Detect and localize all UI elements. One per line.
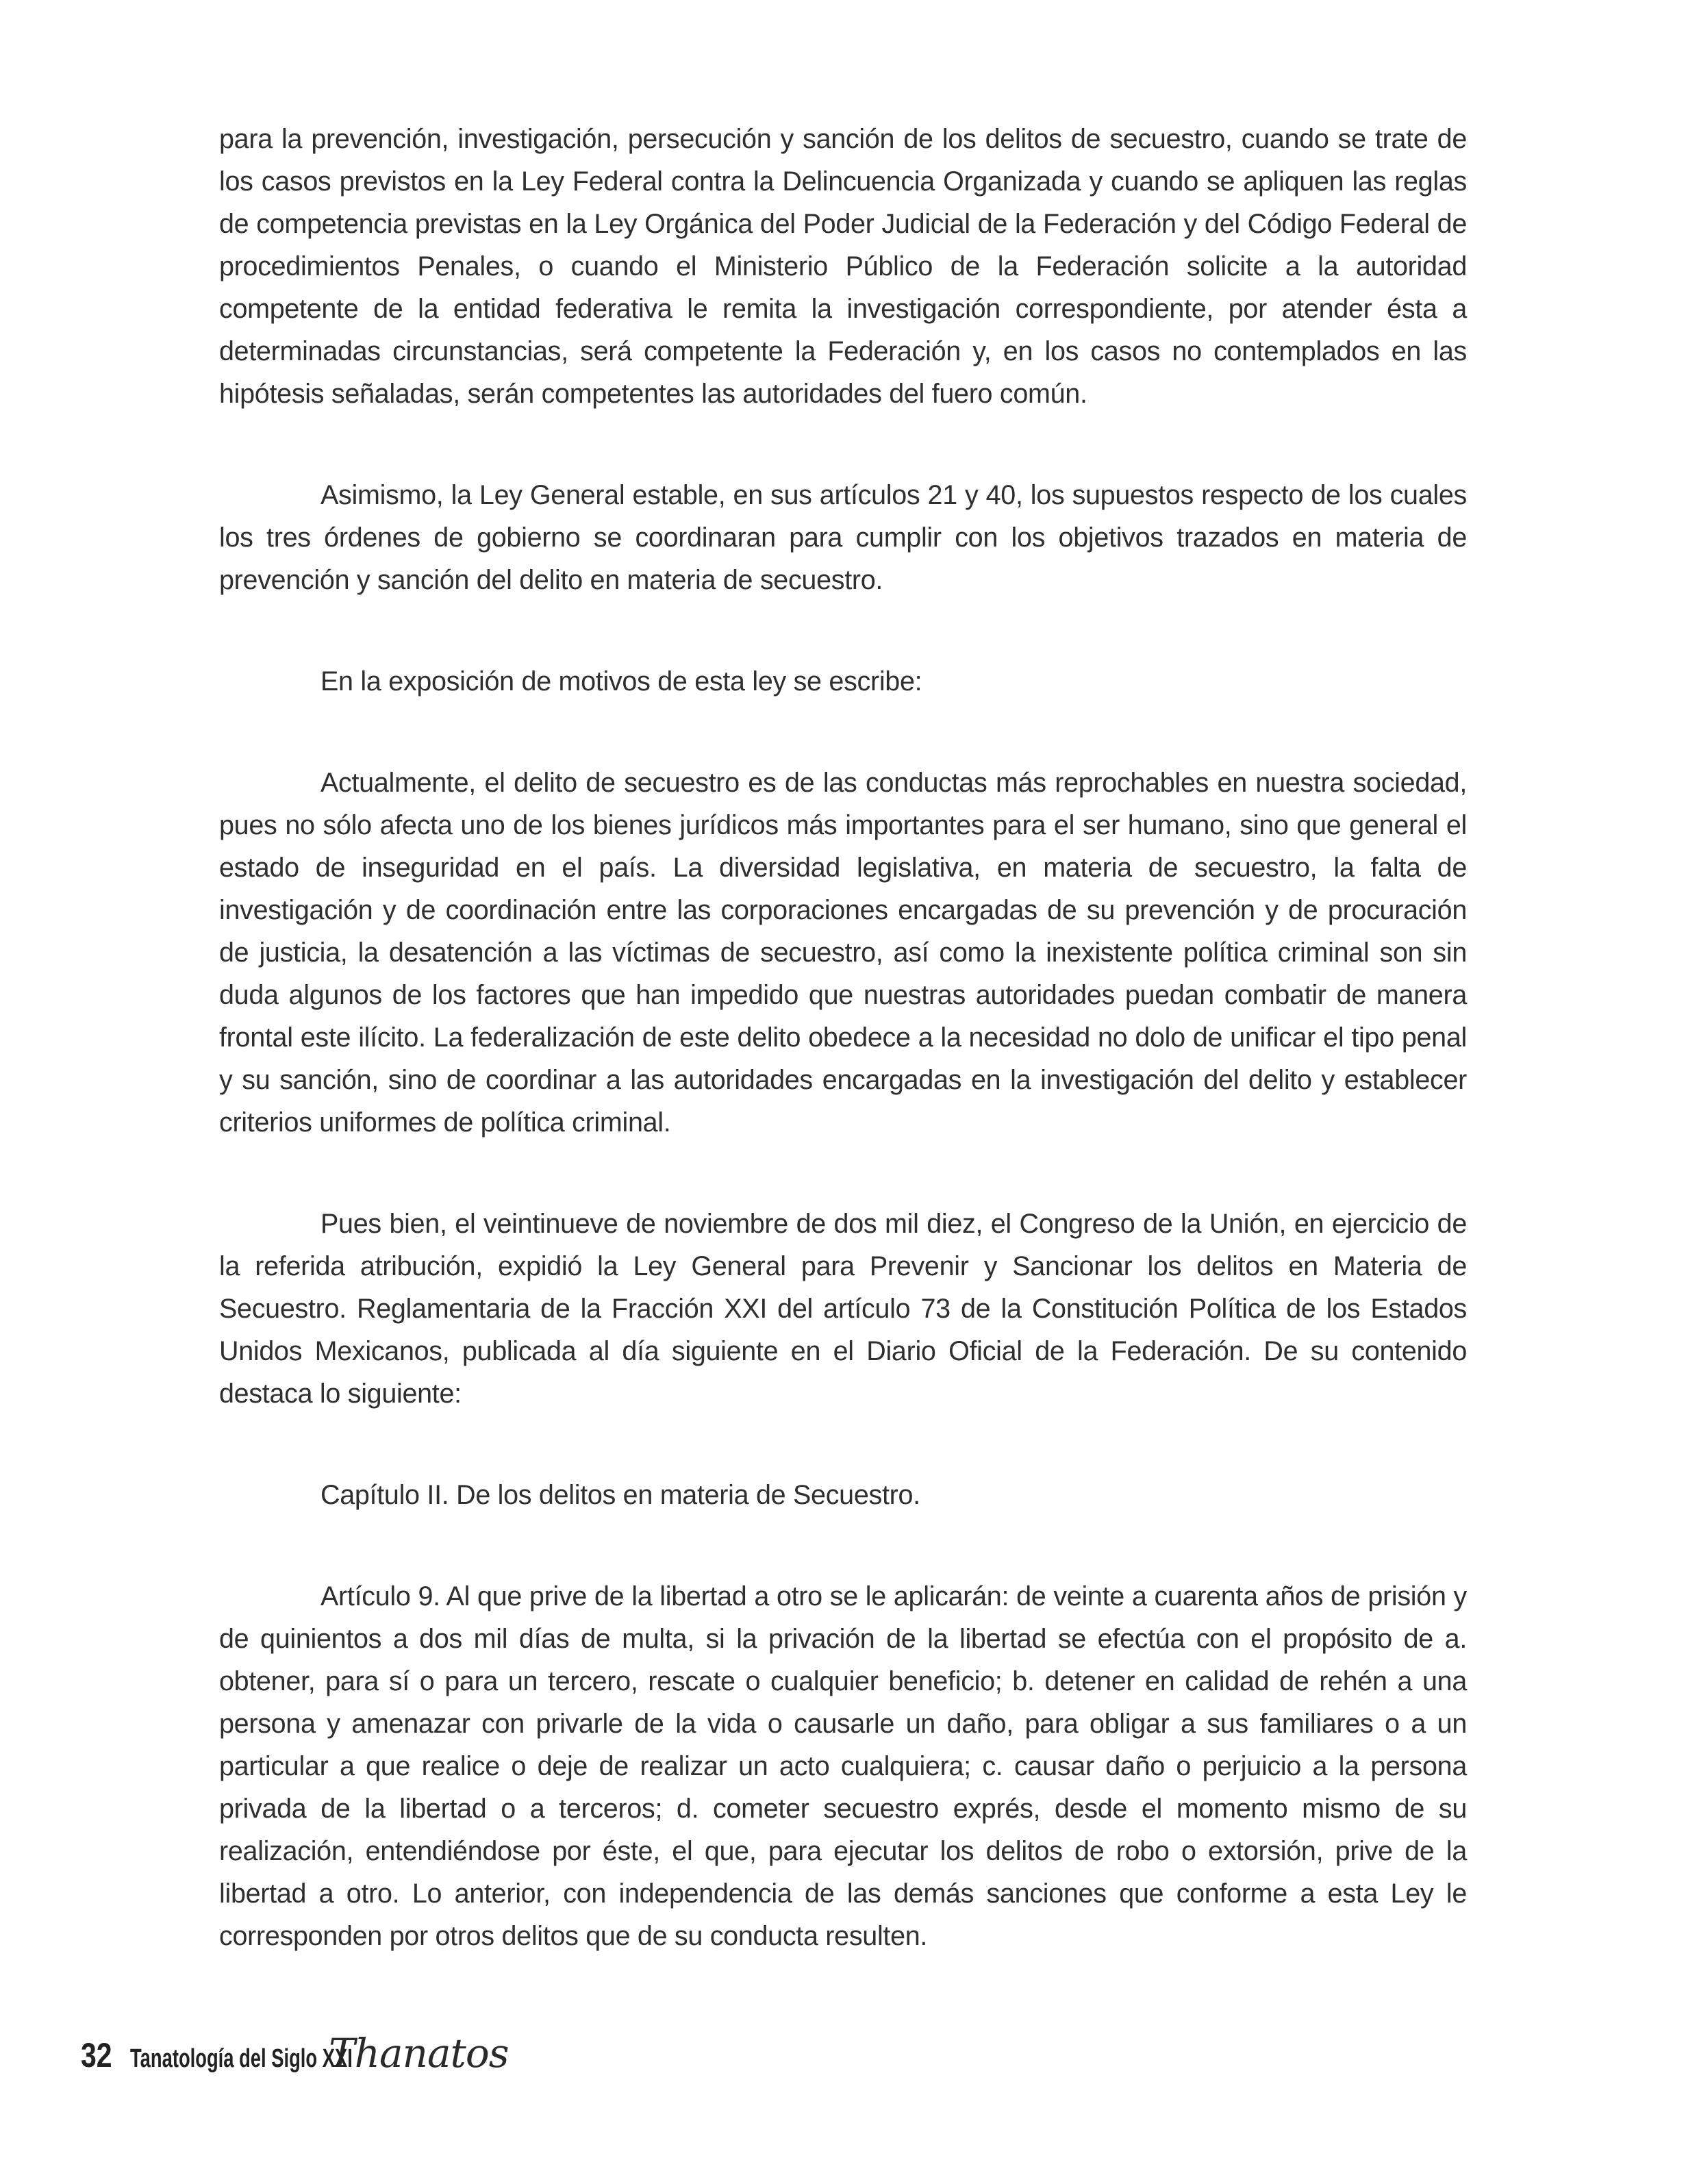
paragraph-ley-general: Asimismo, la Ley General estable, en sus artículos 21 y 40, los supuestos respecto de los cuales los tres órdenes de gobierno se coordinaran para cumplir con los objetivos trazados en materia de prevención y sanción del delito en materia de secuestro. [219,480,1467,595]
paragraph-actualmente: Actualmente, el delito de secuestro es de las conductas más reprochables en nuestra sociedad, pues no sólo afecta uno de los bienes jurídicos más importantes para el ser humano, sino que general el estado de inseguridad en el país. La diversidad legislativa, en materia de secuestro, la falta de investigación y de coordinación entre las corporaciones encargadas de su prevención y de procuración de justicia, la desatención a las víctimas de secuestro, así como la inexistente política criminal son sin duda algunos de los factores que han impedido que nuestras autoridades puedan combatir de manera frontal este ilícito. La federalización de este delito obedece a la necesidad no dolo de unificar el tipo penal y su sanción, sino de coordinar a las autoridades encargadas en la investigación del delito y establecer criterios uniformes de política criminal. [219,768,1467,1138]
paragraph-exposicion-motivos: En la exposición de motivos de esta ley se escribe: [320,666,922,696]
paragraph-pues-bien: Pues bien, el veintinueve de noviembre de dos mil diez, el Congreso de la Unión, en ejercicio de la referida atribución, expidió la Ley General para Prevenir y Sancionar los delitos en Materia de Secuestro. Reglamentaria de la Fracción XXI del artículo 73 de la Constitución Política de los Estados Unidos Mexicanos, publicada al día siguiente en el Diario Oficial de la Federación. De su contenido destaca lo siguiente: [219,1209,1467,1409]
journal-name: Tanatología del Siglo XXI [130,2044,353,2073]
paragraph-competencia: para la prevención, investigación, persecución y sanción de los delitos de secuestro, cuando se trate de los casos previstos en la Ley Federal contra la Delincuencia Organizada y cuando se apliquen las reglas de competencia previstas en la Ley Orgánica del Poder Judicial de la Federación y del Código Federal de procedimientos Penales, o cuando el Ministerio Público de la Federación solicite a la autoridad competente de la entidad federativa le remita la investigación correspondiente, por atender ésta a determinadas circunstancias, será competente la Federación y, en los casos no contemplados en las hipótesis señaladas, serán competentes las autoridades del fuero común. [219,124,1467,409]
journal-logo-script: Thanatos [329,2030,509,2076]
paragraph-gap [219,703,1467,762]
paragraph-gap [219,1516,1467,1575]
paragraph-capitulo-ii: Capítulo II. De los delitos en materia de Secuestro. [320,1480,920,1510]
paragraph-gap [219,601,1467,660]
page-number: 32 [81,2036,112,2074]
page-footer [81,2030,509,2085]
paragraph-gap [219,1144,1467,1203]
paragraph-articulo-9: Artículo 9. Al que prive de la libertad a otro se le aplicarán: de veinte a cuarenta años de prisión y de quinientos a dos mil días de multa, si la privación de la libertad se efectúa con el propósito de a. obtener, para sí o para un tercero, rescate o cualquier beneficio; b. detener en calidad de rehén a una persona y amenazar con privarle de la vida o causarle un daño, para obligar a sus familiares o a un particular a que realice o deje de realizar un acto cualquiera; c. causar daño o perjuicio a la persona privada de la libertad o a terceros; d. cometer secuestro exprés, desde el momento mismo de su realización, entendiéndose por éste, el que, para ejecutar los delitos de robo o extorsión, prive de la libertad a otro. Lo anterior, con independencia de las demás sanciones que conforme a esta Ley le corresponden por otros delitos que de su conducta resulten. [219,1581,1467,1951]
page-body [219,118,1467,1957]
paragraph-gap [219,415,1467,474]
paragraph-gap [219,1415,1467,1474]
